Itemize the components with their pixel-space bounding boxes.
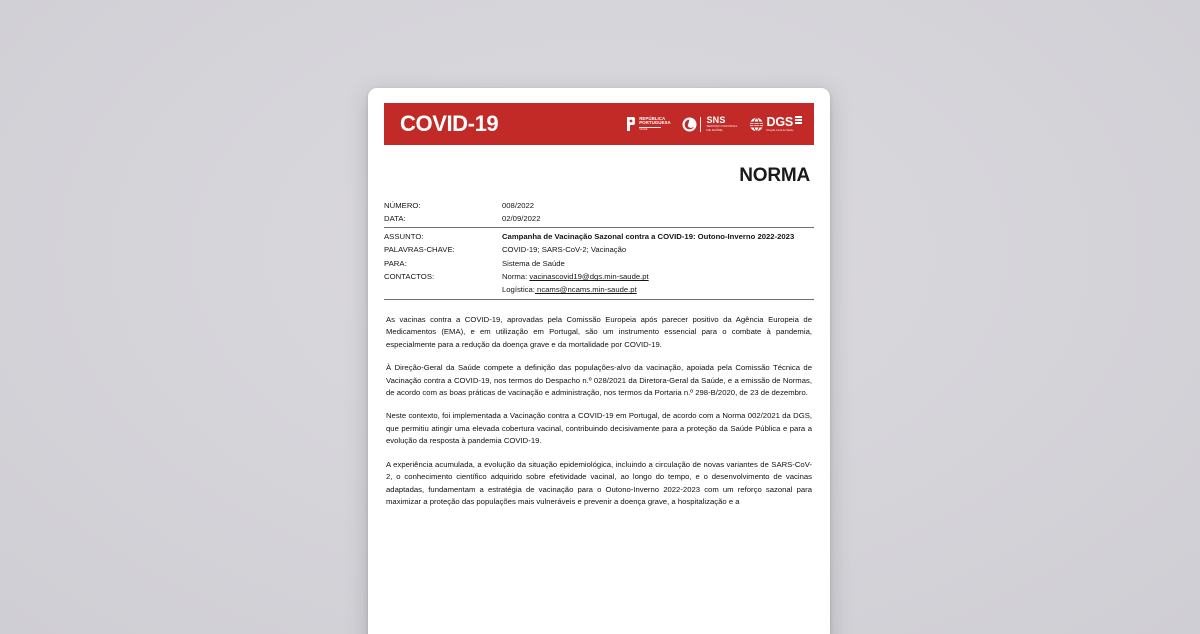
globe-icon	[749, 117, 764, 132]
document-header-band	[384, 103, 814, 145]
rp-line-2: PORTUGUESA	[639, 120, 671, 126]
metadata-row-contactos	[384, 271, 814, 284]
metadata-label-palavras-chave: PALAVRAS-CHAVE:	[384, 245, 455, 255]
metadata-label-empty	[384, 284, 502, 299]
dgs-wordmark	[767, 116, 803, 132]
body-paragraph-3: Neste contexto, foi implementada a Vacinação contra a COVID-19 em Portugal, de acordo com a Norma 002/2021 da DGS, que permitiu atingir uma elevada cobertura vacinal, contribuindo decisivamente para a proteção da Saúde Pública e para a evolução da resposta à pandemia COVID-19.	[386, 411, 812, 446]
republica-portuguesa-logo	[626, 113, 670, 135]
body-paragraph-4: A experiência acumulada, a evolução da situação epidemiológica, incluindo a circulação de novas variantes de SARS-CoV-2, o conhecimento científico adquirido sobre efetividade vacinal, ao longo do tempo, e o desenvolvimento de vacinas adaptadas, fundamentam a estratégia de vacinação para o Outono-Inverno 2022-2023 com um reforço sazonal para maximizar a proteção das populações mais vulneráveis e prevenir a doença grave, a hospitalização e a	[386, 459, 812, 507]
metadata-row-contactos-logistica	[384, 284, 814, 299]
contacto-logistica-email-link[interactable]: ncams@ncams.min-saude.pt	[534, 285, 637, 295]
covid-19-title: COVID-19	[400, 111, 499, 136]
contacto-logistica-prefix: Logística:	[502, 285, 535, 295]
sns-divider	[700, 117, 701, 132]
page-content	[368, 88, 830, 509]
rp-line-1: REPÚBLICA	[639, 115, 666, 121]
metadata-row-para	[384, 257, 814, 270]
metadata-value-data: 02/09/2022	[502, 212, 814, 227]
metadata-label-contactos: CONTACTOS:	[384, 272, 435, 282]
metadata-row-data	[384, 212, 814, 227]
dgs-line-1: DGS	[766, 115, 793, 129]
contacto-norma-prefix: Norma:	[502, 272, 530, 282]
sns-logo	[682, 113, 738, 135]
shield-icon	[626, 116, 636, 132]
republica-portuguesa-wordmark	[639, 117, 670, 131]
dgs-logo	[749, 113, 803, 135]
metadata-row-assunto	[384, 228, 814, 244]
body-paragraph-2: À Direção-Geral da Saúde compete a definição das populações-alvo da vacinação, apoiada pela Comissão Técnica de Vacinação contra a COVID-19, nos termos do Despacho n.º 028/2021 da Diretora-Geral da Saúde, e a emissão de Normas, de acordo com as boas práticas de vacinação e administração, nos termos da Portaria n.º 298-B/2020, de 23 de dezembro.	[386, 363, 812, 397]
document-type-title: NORMA	[739, 165, 810, 186]
sns-line-2: SERVIÇO NACIONAL	[706, 124, 738, 129]
metadata-label-assunto: ASSUNTO:	[384, 232, 424, 242]
dgs-bars-icon	[795, 116, 802, 124]
rp-line-3: SAÚDE	[639, 127, 648, 131]
document-body	[384, 314, 814, 509]
logo-strip	[626, 103, 802, 145]
document-page	[368, 88, 830, 634]
metadata-table	[384, 199, 814, 300]
metadata-value-contactos-norma	[502, 271, 814, 284]
metadata-value-assunto: Campanha de Vacinação Sazonal contra a COVID-19: Outono-Inverno 2022-2023	[502, 232, 795, 242]
metadata-label-data: DATA:	[384, 212, 502, 227]
metadata-row-numero	[384, 199, 814, 212]
metadata-label-numero: NÚMERO:	[384, 200, 421, 210]
contacto-norma-email-link[interactable]: vacinascovid19@dgs.min-saude.pt	[529, 272, 649, 282]
sns-wordmark	[706, 116, 737, 131]
sns-swirl-icon	[682, 117, 697, 132]
sns-line-1: SNS	[706, 115, 726, 126]
metadata-value-palavras-chave: COVID-19; SARS-CoV-2; Vacinação	[502, 245, 627, 255]
metadata-label-para: PARA:	[384, 258, 407, 268]
metadata-value-contactos-logistica	[502, 284, 814, 299]
metadata-row-palavras-chave	[384, 244, 814, 257]
metadata-value-numero: 008/2022	[502, 200, 535, 210]
dgs-line-2: Direção-Geral da Saúde	[766, 128, 794, 132]
sns-line-3: DE SAÚDE	[706, 127, 723, 132]
body-paragraph-1: As vacinas contra a COVID-19, aprovadas pela Comissão Europeia após parecer positivo da Agência Europeia de Medicamentos (EMA), e em utilização em Portugal, são um instrumento essencial para o combate à pandemia, especialmente para a redução da doença grave e da mortalidade por COVID-19.	[386, 314, 812, 349]
metadata-value-para: Sistema de Saúde	[502, 258, 565, 268]
